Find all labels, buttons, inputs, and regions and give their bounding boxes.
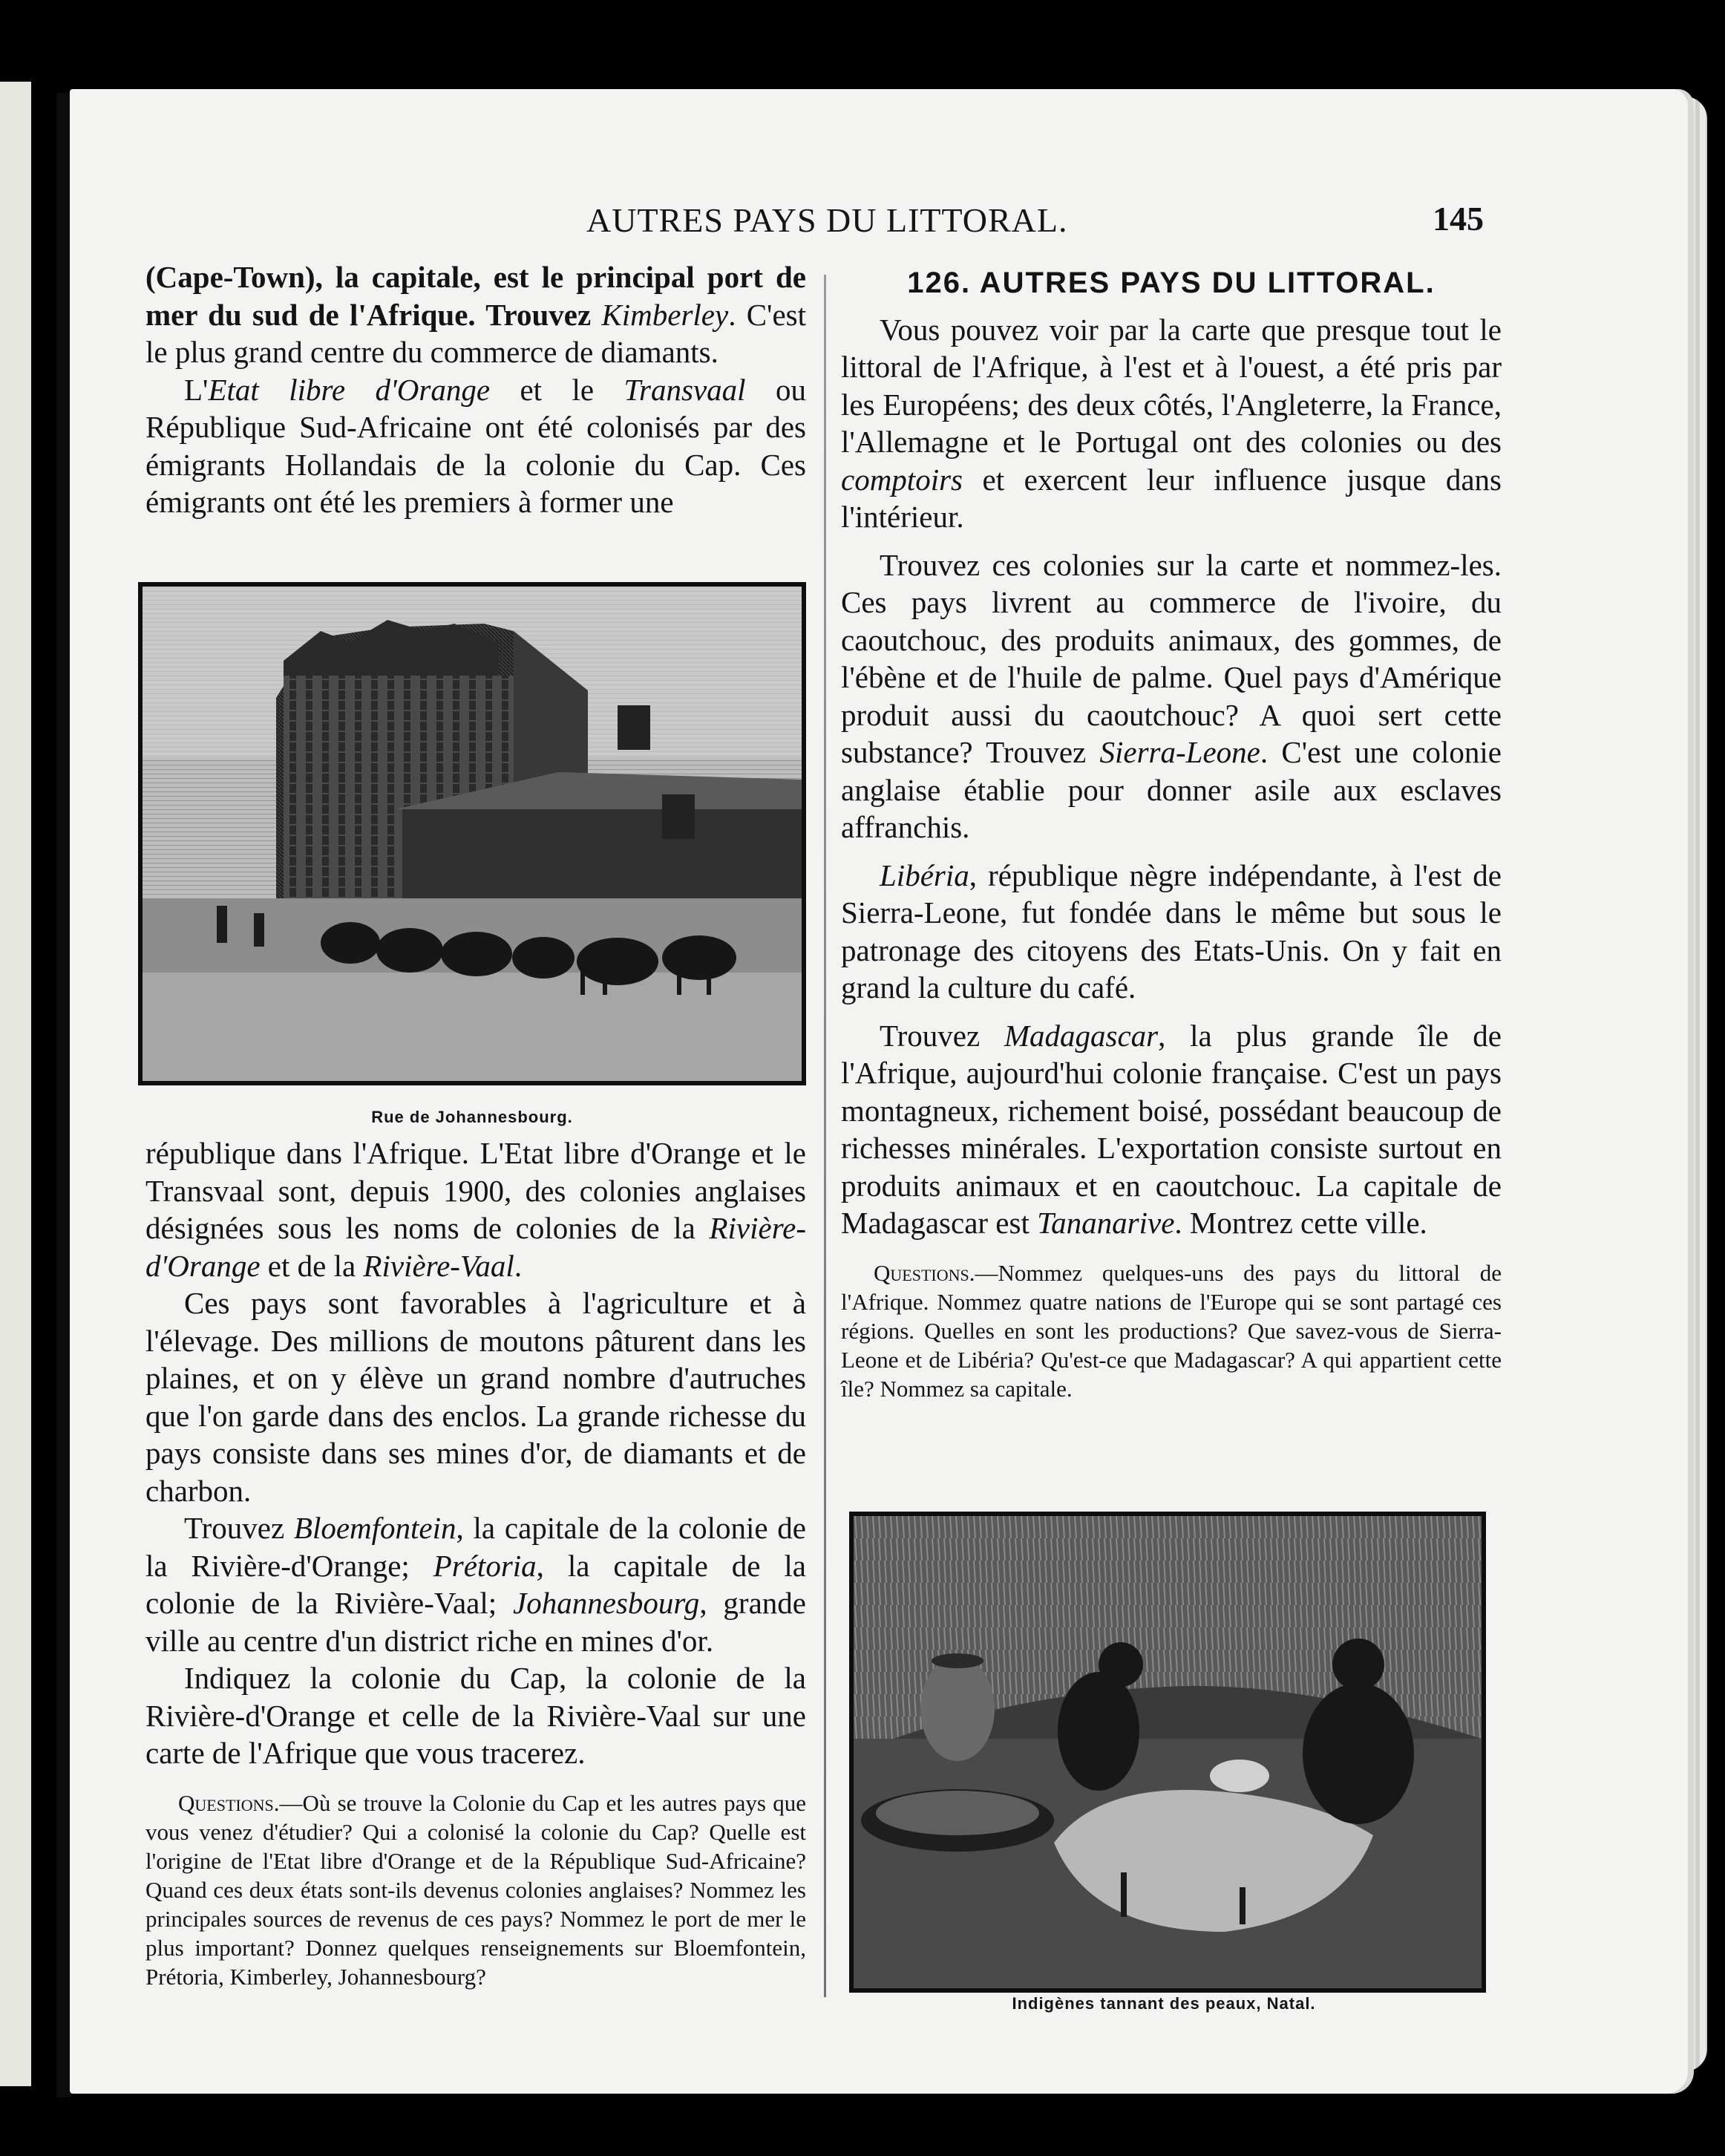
column-rule (824, 275, 826, 1997)
paragraph: Indiquez la colonie du Cap, la colonie de la Rivière-d'Orange et celle de la Rivière-Vaal sur une carte de l'Afrique que vous tracerez. (145, 1661, 806, 1770)
paragraph: Trouvez ces colonies sur la carte et nommez-les. Ces pays livrent au commerce de l'ivoire, du caoutchouc, des produits animaux, des gommes, de l'ébène et de l'huile de palme. Quel pays d'Amérique produit aussi du caoutchouc? A quoi sert cette substance? Trouvez Sierra-Leone. C'est une colonie anglaise établie pour donner asile aux esclaves affranchis. (841, 547, 1502, 844)
section-title: 126. AUTRES PAYS DU LITTORAL. (907, 267, 1436, 299)
left-column-bottom (145, 1134, 806, 1991)
engraving-street-scene (143, 587, 802, 1081)
right-column (841, 264, 1502, 1403)
book-gutter (56, 93, 70, 2097)
paragraph: république dans l'Afrique. L'Etat libre d'Orange et le Transvaal sont, depuis 1900, des colonies anglaises désignées sous les noms de colonies de la Rivière-d'Orange et de la Rivière-Vaal. (145, 1136, 806, 1283)
paragraph: L'Etat libre d'Orange et le Transvaal ou République Sud-Africaine ont été colonisés par des émigrants Hollandais de la colonie du Cap. Ces émigrants ont été les premiers à former une (145, 372, 806, 519)
paragraph: Ces pays sont favorables à l'agriculture et à l'élevage. Des millions de moutons pâturent dans les plaines, et on y élève un grand nombre d'autruches que l'on garde dans des enclos. La grande richesse du pays consiste dans ses mines d'or, de diamants et de charbon. (145, 1286, 806, 1508)
paragraph: Vous pouvez voir par la carte que presque tout le littoral de l'Afrique, à l'est et à l'ouest, a été pris par les Européens; des deux côtés, l'Angleterre, la France, l'Allemagne et le Portugal ont des colonies ou des comptoirs et exercent leur influence jusque dans l'intérieur. (841, 312, 1502, 534)
facing-page-edge (0, 82, 31, 2086)
page-number: 145 (1433, 200, 1484, 238)
figure-caption: Indigènes tannant des peaux, Natal. (1012, 1994, 1316, 2013)
left-column-top (145, 258, 806, 521)
illustration-natal-tanners (849, 1512, 1486, 1993)
paragraph: Libéria, république nègre indépendante, à l'est de Sierra-Leone, fut fondée dans le même but sous le patronage des citoyens des Etats-Unis. On y fait en grand la culture du café. (841, 858, 1502, 1004)
engraving-tanning-scene (854, 1516, 1482, 1988)
figure-caption: Rue de Johannesbourg. (371, 1108, 573, 1126)
questions-block: Questions.—Nommez quelques-uns des pays du littoral de l'Afrique. Nommez quatre nations de l'Europe qui se sont partagé ces régions. Quelles en sont les productions? Que savez-vous de Sierra-Leone et de Libéria? Qu'est-ce que Madagascar? A qui appartient cette île? Nommez sa capitale. (841, 1259, 1502, 1402)
paragraph: (Cape-Town), la capitale, est le principal port de mer du sud de l'Afrique. Trouvez Kimberley. C'est le plus grand centre du commerce de diamants. (145, 260, 806, 369)
questions-block: Questions.—Où se trouve la Colonie du Cap et les autres pays que vous venez d'étudier? Qui a colonisé la colonie du Cap? Quelle est l'origine de l'Etat libre d'Orange et de la République Sud-Africaine? Quand ces deux états sont-ils devenus colonies anglaises? Nommez les principales sources de revenus de ces pays? Nommez le port de mer le plus important? Donnez quelques renseignements sur Bloemfontein, Prétoria, Kimberley, Johannesbourg? (145, 1789, 806, 1990)
illustration-johannesburg-street (138, 582, 806, 1085)
running-header: AUTRES PAYS DU LITTORAL. (586, 201, 1068, 239)
paragraph: Trouvez Bloemfontein, la capitale de la colonie de la Rivière-d'Orange; Prétoria, la capitale de la colonie de la Rivière-Vaal; Johannesbourg, grande ville au centre d'un district riche en mines d'or. (145, 1511, 807, 1658)
paragraph: Trouvez Madagascar, la plus grande île de l'Afrique, aujourd'hui colonie française. C'est un pays montagneux, richement boisé, possédant beaucoup de richesses minérales. L'exportation consiste surtout en produits animaux et en caoutchouc. La capitale de Madagascar est Tananarive. Montrez cette ville. (841, 1018, 1502, 1240)
